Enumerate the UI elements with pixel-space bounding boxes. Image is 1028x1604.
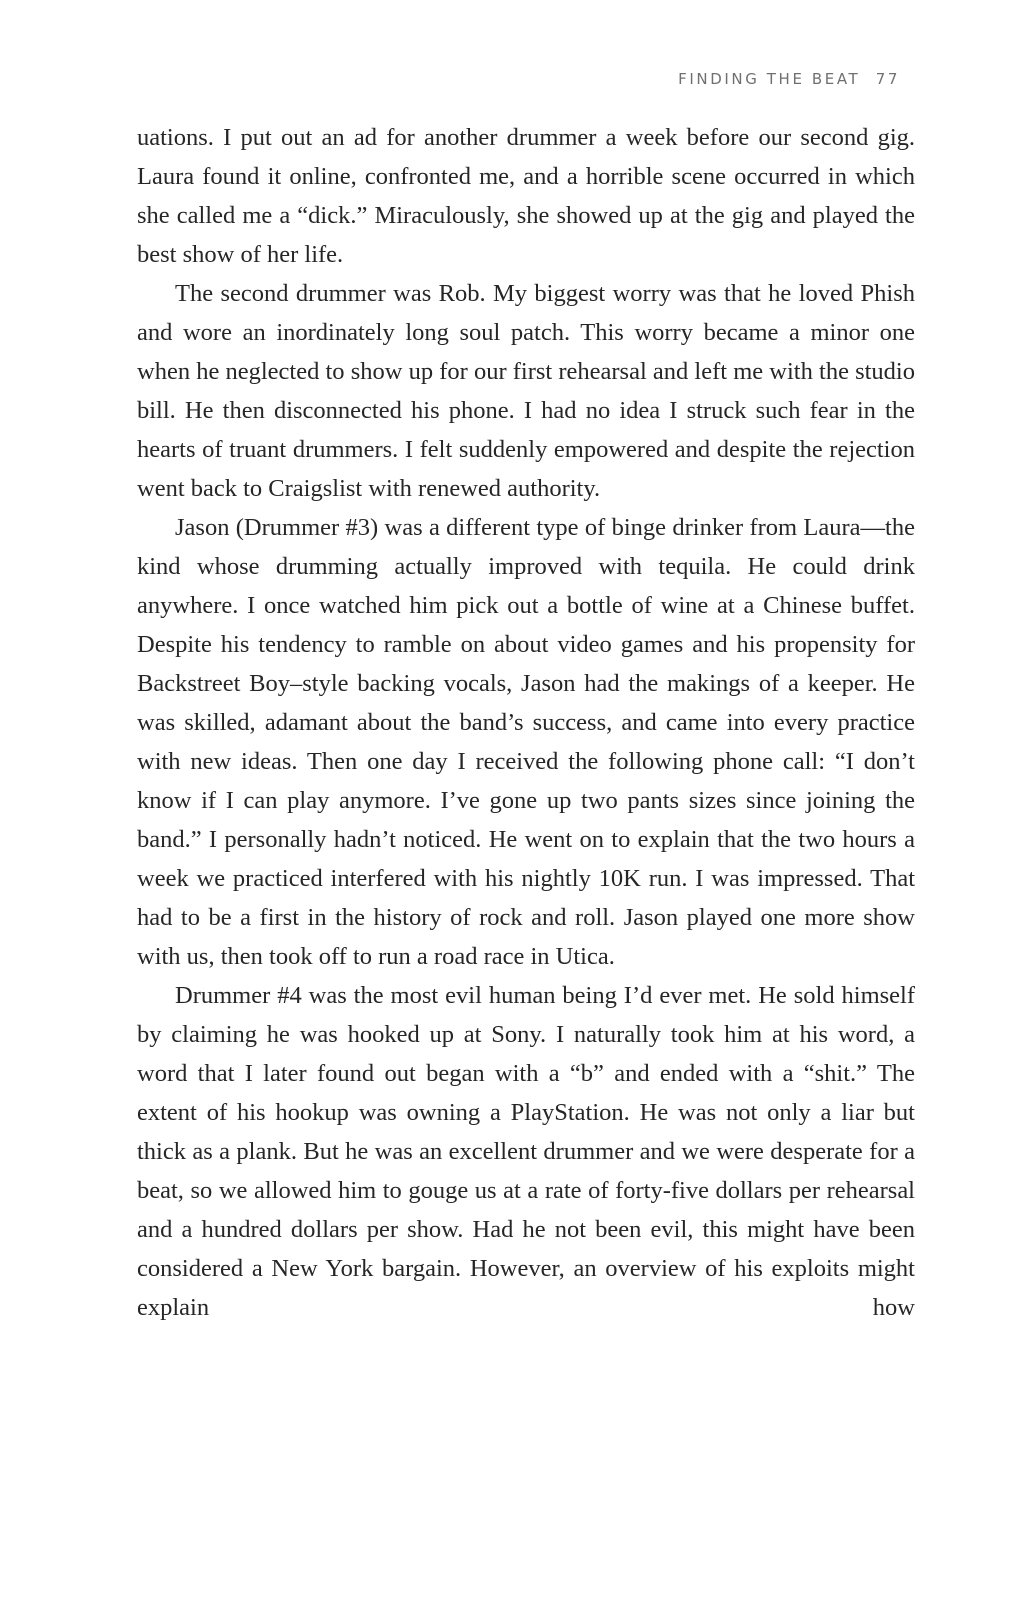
running-head-title: FINDING THE BEAT [678,70,861,88]
paragraph-drummer-4: Drummer #4 was the most evil human being I’d ever met. He sold himself by claiming he was hooked up at Sony. I naturally took him at his word, a word that I later found out began with a “b” and ended with a “shit.” The extent of his hookup was owning a PlayStation. He was not only a liar but thick as a plank. But he was an excellent drummer and we were desperate for a beat, so we allowed him to gouge us at a rate of forty-five dollars per rehearsal and a hundred dollars per show. Had he not been evil, this might have been considered a New York bargain. However, an overview of his exploits might explain how [137,982,915,1321]
body-text [137,118,915,1327]
paragraph-continued: uations. I put out an ad for another drummer a week before our second gig. Laura found it online, confronted me, and a horrible scene occurred in which she called me a “dick.” Miraculously, she showed up at the gig and played the best show of her life. [137,124,915,268]
running-head [678,70,900,88]
paragraph-jason: Jason (Drummer #3) was a different type of binge drinker from Laura—the kind whose drumming actually improved with tequila. He could drink anywhere. I once watched him pick out a bottle of wine at a Chinese buffet. Despite his tendency to ramble on about video games and his propensity for Backstreet Boy–style backing vocals, Jason had the makings of a keeper. He was skilled, adamant about the band’s success, and came into every practice with new ideas. Then one day I received the following phone call: “I don’t know if I can play anymore. I’ve gone up two pants sizes since joining the band.” I personally hadn’t noticed. He went on to explain that the two hours a week we practiced interfered with his nightly 10K run. I was impressed. That had to be a first in the history of rock and roll. Jason played one more show with us, then took off to run a road race in Utica. [137,514,915,970]
paragraph-rob: The second drummer was Rob. My biggest worry was that he loved Phish and wore an inordinately long soul patch. This worry became a minor one when he neglected to show up for our first rehearsal and left me with the studio bill. He then disconnected his phone. I had no idea I struck such fear in the hearts of truant drummers. I felt suddenly empowered and despite the rejection went back to Craigslist with renewed authority. [137,280,915,502]
page-number: 77 [875,70,900,88]
